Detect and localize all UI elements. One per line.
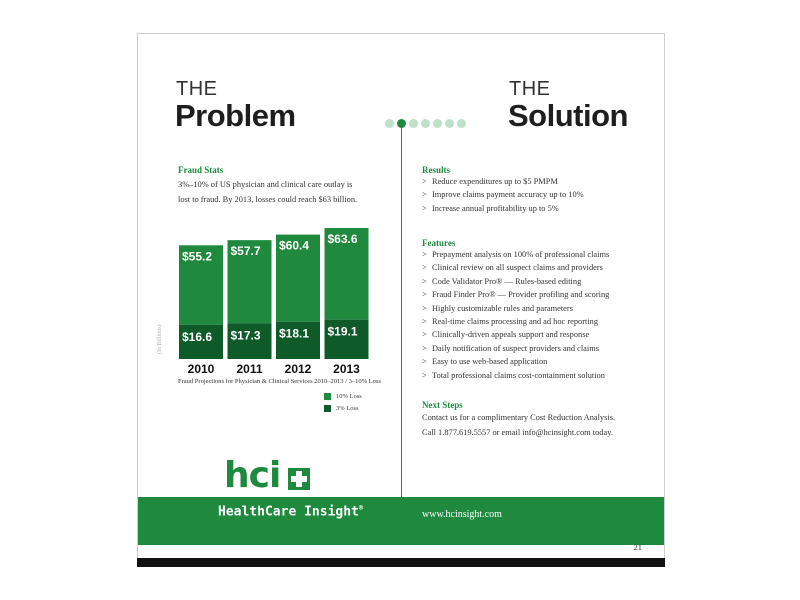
data-label-3-2012: $18.1 bbox=[279, 326, 310, 341]
next-steps-text bbox=[422, 410, 615, 440]
data-label-10-2013: $63.6 bbox=[327, 231, 358, 246]
list-item bbox=[422, 275, 609, 288]
list-item bbox=[422, 328, 609, 341]
bullet-glyph: > bbox=[422, 303, 427, 313]
bullet-glyph: > bbox=[422, 357, 427, 367]
list-item bbox=[422, 369, 609, 382]
logo-cross-icon bbox=[288, 468, 310, 490]
bullet-glyph: > bbox=[422, 343, 427, 353]
y-axis-unit-label: (In Billions) bbox=[157, 324, 163, 354]
x-tick-label-2012: 2012 bbox=[284, 362, 312, 376]
features-title: Features bbox=[422, 238, 456, 248]
list-item bbox=[422, 248, 609, 261]
list-item bbox=[422, 302, 609, 315]
list-item-text: Highly customizable rules and parameters bbox=[432, 303, 573, 313]
logo-wordmark: hci bbox=[224, 455, 281, 496]
legend-label-10: 10% Loss bbox=[336, 393, 362, 400]
bullet-glyph: > bbox=[422, 263, 427, 273]
list-item bbox=[422, 288, 609, 301]
list-item-text: Easy to use web-based application bbox=[432, 357, 548, 367]
data-label-10-2011: $57.7 bbox=[230, 244, 261, 259]
list-item bbox=[422, 315, 609, 328]
list-item-text: Fraud Finder Pro® — Provider profiling and scoring bbox=[432, 290, 610, 300]
fraud-line: lost to fraud. By 2013, losses could reach $63 billion. bbox=[178, 195, 358, 204]
bullet-glyph: > bbox=[422, 316, 427, 326]
registered-mark: ® bbox=[358, 504, 364, 512]
data-label-3-2013: $19.1 bbox=[327, 324, 358, 339]
list-item-text: Prepayment analysis on 100% of professional claims bbox=[432, 250, 610, 259]
fraud-stats-title: Fraud Stats bbox=[178, 165, 224, 175]
problem-heading: Problem bbox=[175, 98, 296, 133]
solution-heading: Solution bbox=[508, 98, 628, 133]
list-item-text: Real-time claims processing and ad hoc reporting bbox=[432, 316, 599, 326]
list-item-text: Clinical review on all suspect claims and providers bbox=[432, 263, 603, 273]
bullet-glyph: > bbox=[422, 203, 427, 213]
legend-label-3: 3% Loss bbox=[336, 405, 359, 412]
legend-swatch-3 bbox=[324, 405, 331, 412]
page-shadow bbox=[137, 558, 665, 567]
data-label-10-2010: $55.2 bbox=[182, 249, 213, 264]
next-line: Call 1.877.619.5557 or email info@hcinsight.com today. bbox=[422, 428, 613, 437]
footer-band bbox=[138, 497, 665, 545]
hci-logo bbox=[224, 455, 281, 498]
list-item bbox=[422, 355, 609, 368]
list-item-text: Increase annual profitability up to 5% bbox=[432, 203, 559, 213]
data-label-3-2010: $16.6 bbox=[182, 329, 213, 344]
list-item bbox=[422, 202, 584, 215]
list-item-text: Clinically-driven appeals support and response bbox=[432, 330, 590, 340]
list-item-text: Reduce expenditures up to $5 PMPM bbox=[432, 177, 558, 186]
next-line: Contact us for a complimentary Cost Reduction Analysis. bbox=[422, 413, 616, 422]
x-tick-label-2013: 2013 bbox=[333, 362, 360, 376]
list-item bbox=[422, 188, 584, 201]
features-list bbox=[422, 248, 609, 382]
bullet-glyph: > bbox=[422, 330, 427, 340]
data-label-3-2011: $17.3 bbox=[230, 328, 261, 343]
list-item bbox=[422, 261, 609, 274]
list-item-text: Code Validator Pro® — Rules-based editing bbox=[432, 276, 582, 286]
brochure-page bbox=[137, 33, 665, 566]
list-item-text: Daily notification of suspect providers and claims bbox=[432, 343, 599, 353]
brand-name bbox=[218, 504, 363, 519]
problem-heading-small: THE bbox=[176, 78, 218, 100]
x-tick-label-2010: 2010 bbox=[187, 362, 215, 376]
bullet-glyph: > bbox=[422, 370, 427, 380]
bullet-glyph: > bbox=[422, 276, 427, 286]
list-item-text: Total professional claims cost-containment solution bbox=[432, 370, 605, 380]
bullet-glyph: > bbox=[422, 290, 427, 300]
bullet-glyph: > bbox=[422, 250, 427, 259]
bullet-glyph: > bbox=[422, 177, 427, 186]
solution-heading-small: THE bbox=[509, 78, 551, 100]
page-number: 21 bbox=[633, 542, 642, 552]
brand-name-text: HealthCare Insight bbox=[218, 504, 359, 520]
website-link[interactable]: www.hcinsight.com bbox=[422, 509, 502, 520]
legend-swatch-10 bbox=[324, 393, 331, 400]
x-tick-label-2011: 2011 bbox=[236, 362, 263, 376]
bullet-glyph: > bbox=[422, 190, 427, 200]
fraud-line: 3%–10% of US physician and clinical care outlay is bbox=[178, 180, 353, 189]
list-item bbox=[422, 342, 609, 355]
list-item bbox=[422, 175, 584, 188]
results-list bbox=[422, 175, 584, 215]
data-label-10-2012: $60.4 bbox=[279, 238, 310, 253]
chart-caption: Fraud Projections for Physician & Clinical Services 2010–2013 / 3–10% Loss bbox=[178, 378, 381, 385]
next-steps-title: Next Steps bbox=[422, 400, 463, 410]
results-title: Results bbox=[422, 165, 451, 175]
list-item-text: Improve claims payment accuracy up to 10% bbox=[432, 190, 584, 200]
